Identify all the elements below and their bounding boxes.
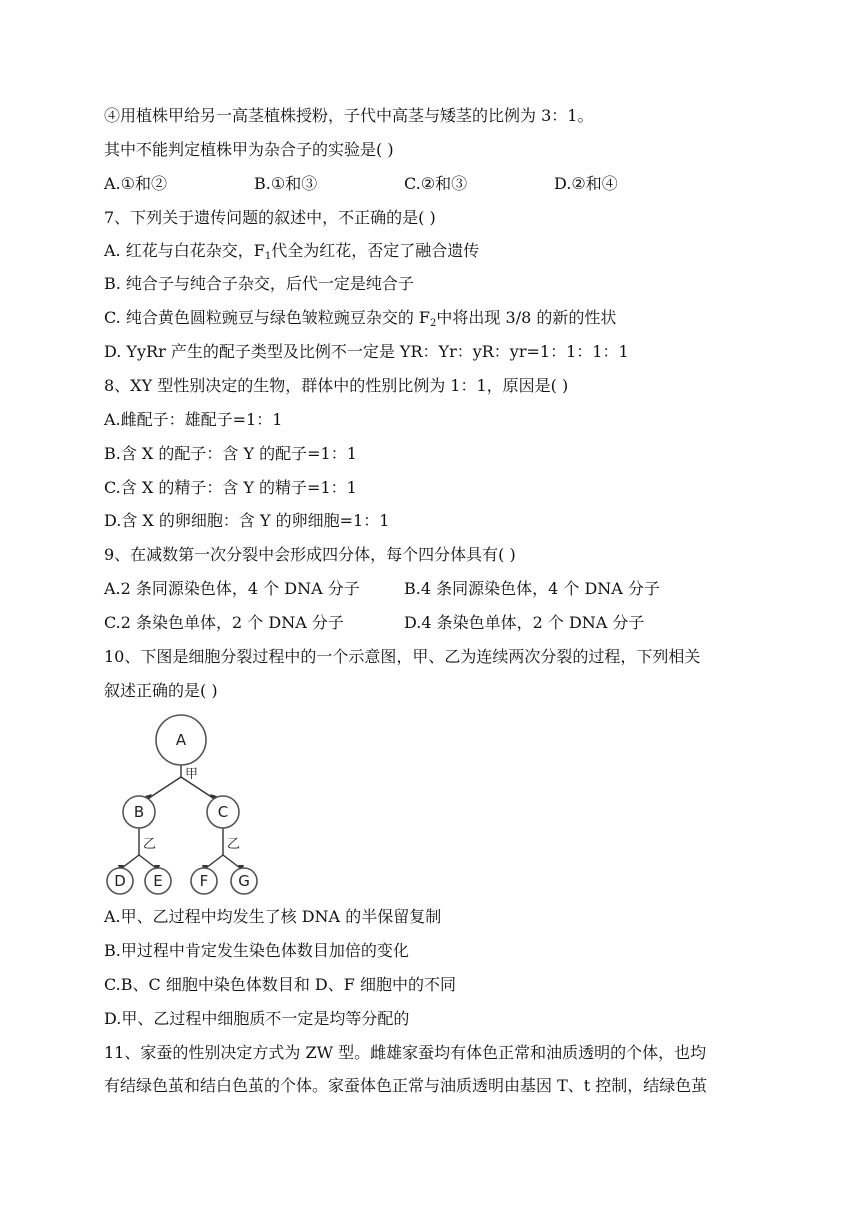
q8-option-c: C.含 X 的精子：含 Y 的精子=1：1: [104, 478, 357, 497]
q6-item-4: ④用植株甲给另一高茎植株授粉，子代中高茎与矮茎的比例为 3：1。: [104, 106, 594, 125]
q7-option-a: A. 红花与白花杂交，$F_1$代全为红花，否定了融合遗传: [104, 241, 480, 262]
q9-stem: 9、在减数第一次分裂中会形成四分体，每个四分体具有( ): [104, 545, 516, 564]
q7-option-c: C. 纯合黄色圆粒豌豆与绿色皱粒豌豆杂交的 $F_2$中将出现 3/8 的新的性状: [104, 308, 617, 329]
q8-stem: 8、XY 型性别决定的生物，群体中的性别比例为 1：1，原因是( ): [104, 376, 569, 395]
q7-option-d: D. YyRr 产生的配子类型及比例不一定是 YR：Yr：yR：yr=1：1：1：1: [104, 342, 629, 361]
node-label-e: E: [153, 872, 163, 890]
node-label-a: A: [175, 731, 187, 749]
node-label-f: F: [199, 872, 209, 890]
q10-option-c: C.B、C 细胞中染色体数目和 D、F 细胞中的不同: [104, 975, 456, 994]
q7-stem: 7、下列关于遗传问题的叙述中，不正确的是( ): [104, 208, 436, 227]
node-label-c: C: [217, 803, 229, 821]
q9-option-c: C.2 条染色单体，2 个 DNA 分子: [104, 613, 344, 632]
q8-option-d: D.含 X 的卵细胞：含 Y 的卵细胞=1：1: [104, 511, 390, 530]
q6-option-a: A.①和②: [104, 174, 167, 193]
q11-line-2: 有结绿色茧和结白色茧的个体。家蚕体色正常与油质透明由基因 T、t 控制，结绿色茧: [104, 1076, 708, 1095]
q9-option-a: A.2 条同源染色体，4 个 DNA 分子: [104, 579, 360, 598]
node-label-b: B: [133, 803, 145, 821]
q6-option-c: C.②和③: [404, 174, 468, 193]
q8-option-a: A.雌配子：雄配子=1：1: [104, 410, 283, 429]
q10-option-a: A.甲、乙过程中均发生了核 DNA 的半保留复制: [104, 907, 442, 926]
q10-option-b: B.甲过程中肯定发生染色体数目加倍的变化: [104, 941, 409, 960]
q8-option-b: B.含 X 的配子：含 Y 的配子=1：1: [104, 444, 357, 463]
edge-label-jia: 甲: [185, 767, 199, 782]
q7-option-b: B. 纯合子与纯合子杂交，后代一定是纯合子: [104, 274, 414, 293]
q10-stem-line-2: 叙述正确的是( ): [104, 681, 218, 700]
q9-option-b: B.4 条同源染色体，4 个 DNA 分子: [404, 579, 660, 598]
q6-option-d: D.②和④: [554, 174, 618, 193]
q11-line-1: 11、家蚕的性别决定方式为 ZW 型。雌雄家蚕均有体色正常和油质透明的个体，也均: [104, 1043, 707, 1062]
q9-option-d: D.4 条染色单体，2 个 DNA 分子: [404, 613, 645, 632]
q6-stem: 其中不能判定植株甲为杂合子的实验是( ): [104, 140, 394, 159]
cell-division-diagram: [100, 710, 270, 900]
edge-label-yi-left: 乙: [143, 837, 157, 852]
q6-option-b: B.①和③: [254, 174, 318, 193]
node-label-d: D: [114, 872, 126, 890]
q10-stem-line-1: 10、下图是细胞分裂过程中的一个示意图，甲、乙为连续两次分裂的过程，下列相关: [104, 647, 701, 666]
node-label-g: G: [238, 872, 250, 890]
edge-label-yi-right: 乙: [227, 837, 241, 852]
q10-option-d: D.甲、乙过程中细胞质不一定是均等分配的: [104, 1009, 410, 1028]
